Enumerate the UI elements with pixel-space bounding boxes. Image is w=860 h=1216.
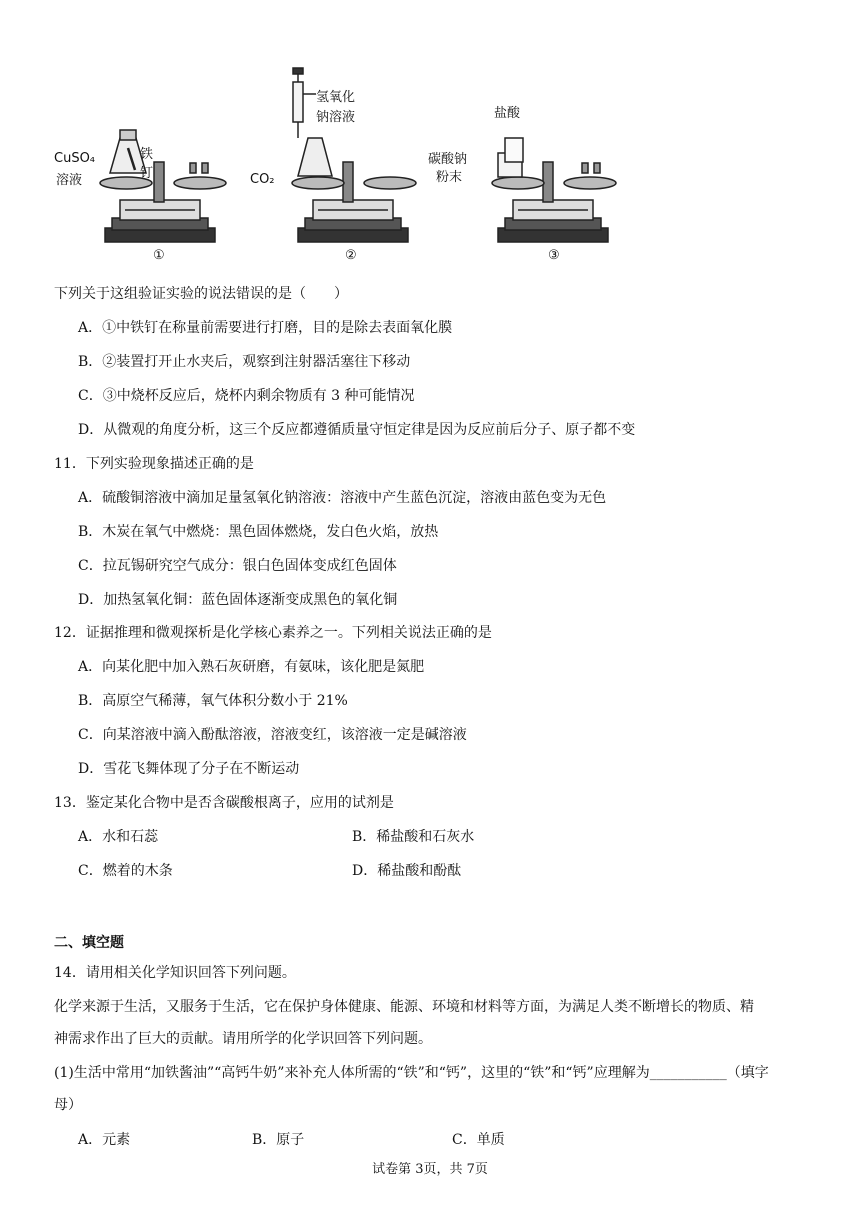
q11-option-c: C．拉瓦锡研究空气成分：银白色固体变成红色固体 (78, 558, 397, 574)
label-hcl: 盐酸 (494, 106, 521, 121)
q13-option-d: D．稀盐酸和酚酞 (352, 863, 462, 879)
q10-option-a: A．①中铁钉在称量前需要进行打磨，目的是除去表面氧化膜 (78, 320, 453, 336)
figure-number-3: ③ (548, 248, 560, 263)
q11-option-a: A．硫酸铜溶液中滴加足量氢氧化钠溶液：溶液中产生蓝色沉淀，溶液由蓝色变为无色 (78, 490, 607, 506)
q12-stem: 12．证据推理和微观探析是化学核心素养之一。下列相关说法正确的是 (54, 625, 492, 641)
q13-option-c: C．燃着的木条 (78, 863, 173, 879)
label-cuso4: CuSO₄ (54, 151, 96, 166)
figure-number-2: ② (345, 248, 357, 263)
q14-stem: 14．请用相关化学知识回答下列问题。 (54, 965, 296, 981)
q12-option-a: A．向某化肥中加入熟石灰研磨，有氨味，该化肥是氮肥 (78, 659, 425, 675)
q12-option-b: B．高原空气稀薄，氧气体积分数小于 21% (78, 693, 348, 709)
balance-1 (100, 130, 226, 242)
figure-number-1: ① (153, 248, 165, 263)
label-co2: CO₂ (250, 172, 275, 187)
q10-stem: 下列关于这组验证实验的说法错误的是（ ） (54, 286, 348, 302)
q11-option-d: D．加热氢氧化铜：蓝色固体逐渐变成黑色的氧化铜 (78, 592, 398, 608)
q10-option-d: D．从微观的角度分析，这三个反应都遵循质量守恒定律是因为反应前后分子、原子都不变 (78, 422, 636, 438)
label-na2co3-2: 粉末 (436, 170, 463, 185)
q12-option-d: D．雪花飞舞体现了分子在不断运动 (78, 761, 300, 777)
q13-option-a: A．水和石蕊 (78, 829, 159, 845)
label-na2co3-1: 碳酸钠 (428, 152, 468, 167)
q11-option-b: B．木炭在氧气中燃烧：黑色固体燃烧，发白色火焰，放热 (78, 524, 439, 540)
page-footer: 试卷第 3页，共 7页 (372, 1162, 488, 1177)
label-solution: 溶液 (56, 173, 83, 188)
q11-stem: 11．下列实验现象描述正确的是 (54, 456, 254, 472)
label-iron-1: 铁 (140, 147, 154, 162)
q10-option-b: B．②装置打开止水夹后，观察到注射器活塞往下移动 (78, 354, 411, 370)
balance-3 (492, 138, 616, 242)
q14-sub1-line2: 母） (54, 1097, 82, 1113)
q14-option-b: B．原子 (252, 1132, 305, 1148)
q13-stem: 13．鉴定某化合物中是否含碳酸根离子，应用的试剂是 (54, 795, 394, 811)
q14-paragraph-line1: 化学来源于生活，又服务于生活，它在保护身体健康、能源、环境和材料等方面，为满足人类不断增长的物质、精 (54, 999, 754, 1015)
label-naoh-1: 氢氧化 (316, 90, 356, 105)
q14-option-a: A．元素 (78, 1132, 131, 1148)
q14-paragraph-line2: 神需求作出了巨大的贡献。请用所学的化学识回答下列问题。 (54, 1031, 432, 1047)
q14-sub1-line1: (1)生活中常用“加铁酱油”“高钙牛奶”来补充人体所需的“铁”和“钙”，这里的“铁”和“钙”应理解为___________（填字 (54, 1065, 769, 1081)
q10-option-c: C．③中烧杯反应后，烧杯内剩余物质有 3 种可能情况 (78, 388, 415, 404)
section-title: 二、填空题 (54, 935, 124, 951)
q12-option-c: C．向某溶液中滴入酚酞溶液，溶液变红，该溶液一定是碱溶液 (78, 727, 467, 743)
label-naoh-2: 钠溶液 (316, 110, 356, 125)
label-iron-2: 钉 (140, 166, 154, 181)
experiment-figure (50, 58, 630, 273)
q14-option-c: C．单质 (452, 1132, 505, 1148)
q13-option-b: B．稀盐酸和石灰水 (352, 829, 475, 845)
